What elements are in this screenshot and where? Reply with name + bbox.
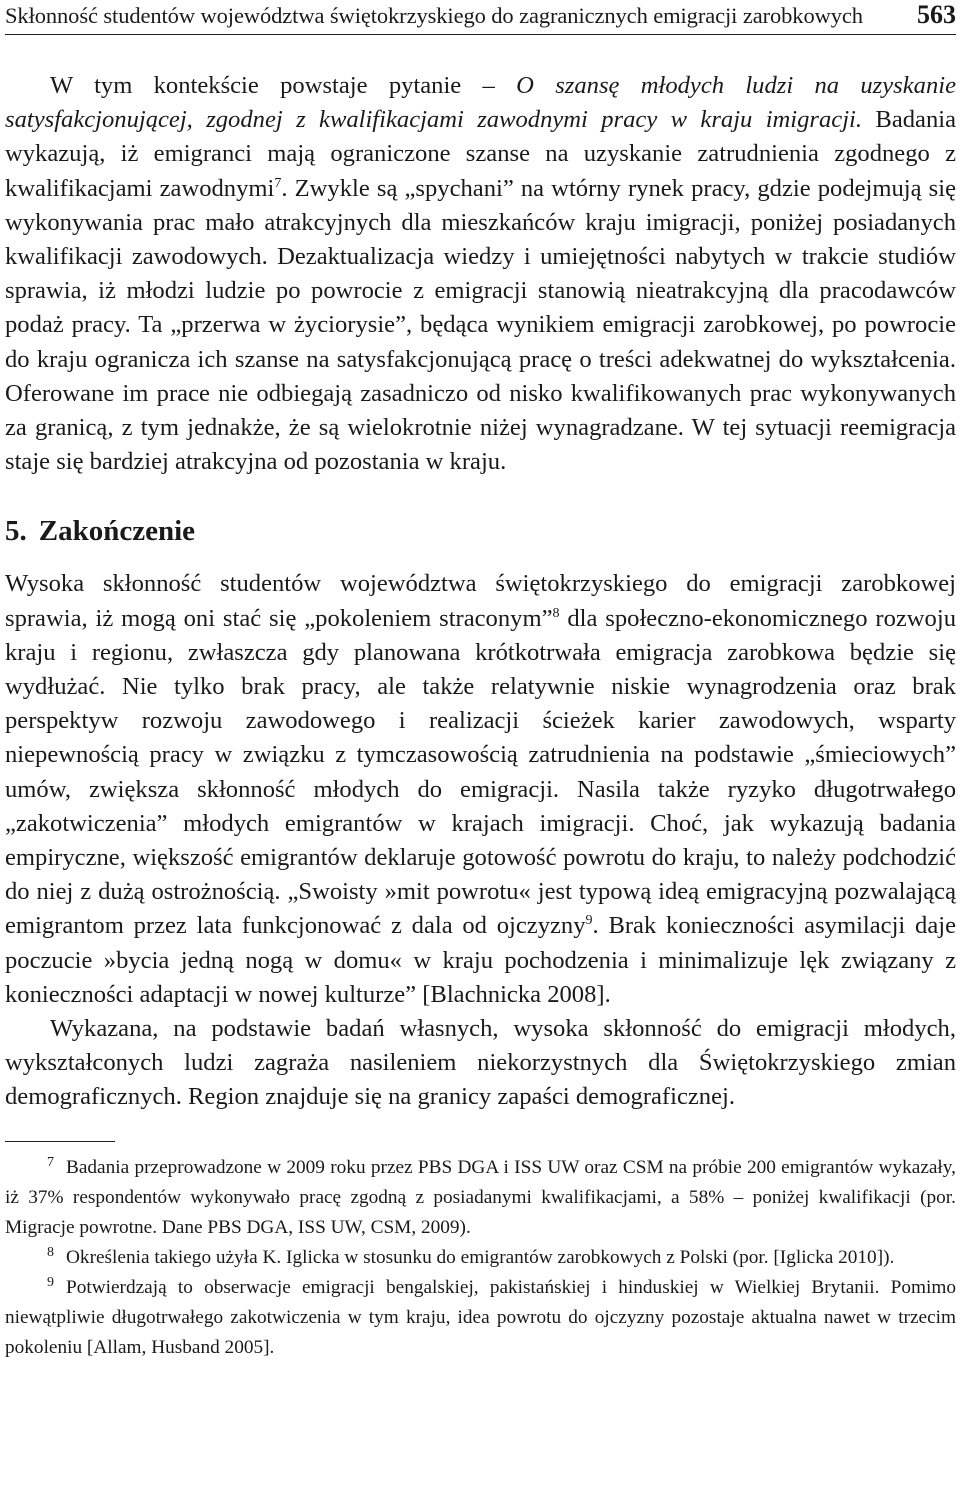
footnote-marker: 8 xyxy=(47,1244,54,1260)
footnote-text: Potwierdzają to obserwacje emigracji bengalskiej, pakistańskiej i hinduskiej w Wielkiej Brytanii. Pomimo niewątpliwie długotrwałego zakotwiczenia w tym kraju, idea powrotu do ojczyzny pozostaje aktualna nawet w trzecim pokoleniu [Allam, Husband 2005]. xyxy=(5,1276,956,1358)
footnote-8 xyxy=(5,1243,956,1273)
section-number: 5. xyxy=(5,515,27,548)
research-question: O szansę młodych ludzi na uzyskanie satysfakcjonującej, zgodnej z kwalifikacjami zawodnymi pracy w kraju imigracji. xyxy=(5,72,956,134)
paragraph-text: . Brak konieczności asymilacji daje poczucie »bycia jedną nogą w domu« w kraju pochodzenia i minimalizuje lęk związany z konieczności adaptacji w nowej kulturze” [Blachnicka 2008]. xyxy=(5,912,956,1008)
paragraph-text: Wysoka skłonność studentów województwa świętokrzyskiego do emigracji zarobkowej sprawia, iż mogą oni stać się „pokoleniem straconym” xyxy=(5,570,956,632)
footnote-reference[interactable]: 9 xyxy=(585,913,593,929)
footnote-reference[interactable]: 8 xyxy=(552,605,560,621)
body-block-1 xyxy=(5,69,956,479)
footnote-divider xyxy=(5,1141,115,1142)
running-header xyxy=(5,0,956,35)
footnote-marker: 7 xyxy=(47,1154,54,1170)
section-heading xyxy=(5,511,956,551)
section-title: Zakończenie xyxy=(38,515,196,548)
body-block-2 xyxy=(5,567,956,1114)
footnote-marker: 9 xyxy=(47,1274,54,1290)
paragraph xyxy=(5,567,956,1012)
footnote-9 xyxy=(5,1273,956,1363)
paragraph-text: . Zwykle są „spychani” na wtórny rynek pracy, gdzie podejmują się wykonywania prac mało atrakcyjnych dla mieszkańców kraju imigracji, poniżej posiadanych kwalifikacji zawodowych. Dezaktualizacja wiedzy i umiejętności nabytych w trakcie studiów sprawia, iż młodzi ludzie po powrocie z emigracji stanowią nieatrakcyjną dla pracodawców podaż pracy. Ta „przerwa w życiorysie”, będąca wynikiem emigracji zarobkowej, po powrocie do kraju ogranicza ich szanse na satysfakcjonującą pracę o treści adekwatnej do wykształcenia. Oferowane im prace nie odbiegają zasadniczo od nisko kwalifikowanych prac wykonywanych za granicą, z tym jednakże, że są wielokrotnie niżej wynagradzane. W tej sytuacji reemigracja staje się bardziej atrakcyjna od pozostania w kraju. xyxy=(5,174,956,476)
paragraph-text: W tym kontekście powstaje pytanie – xyxy=(50,72,517,99)
footnote-text: Badania przeprowadzone w 2009 roku przez PBS DGA i ISS UW oraz CSM na próbie 200 emigrantów wykazały, iż 37% respondentów wykonywało pracę zgodną z posiadanymi kwalifikacjami, a 58% – poniżej kwalifikacji (por. Migracje powrotne. Dane PBS DGA, ISS UW, CSM, 2009). xyxy=(5,1156,956,1238)
footnote-reference[interactable]: 7 xyxy=(274,175,282,191)
footnotes xyxy=(5,1153,956,1363)
paragraph-text: Badania wykazują, iż emigranci mają ograniczone szanse na uzyskanie zatrudnienia zgodnego z kwalifikacjami zawodnymi xyxy=(5,106,956,202)
paragraph xyxy=(5,69,956,479)
paragraph-text: dla społeczno-ekonomicznego rozwoju kraju i regionu, zwłaszcza gdy planowana krótkotrwała emigracja zarobkowa będzie się wydłużać. Nie tylko brak pracy, ale także relatywnie niskie wynagrodzenia oraz brak perspektyw rozwoju zawodowego i realizacji ścieżek karier zawodowych, wsparty niepewnością pracy w związku z tymczasowością zatrudnienia na podstawie „śmieciowych” umów, zwiększa skłonność młodych do emigracji. Nasila także ryzyko długotrwałego „zakotwiczenia” młodych emigrantów w krajach imigracji. Choć, jak wykazują badania empiryczne, większość emigrantów deklaruje gotowość powrotu do kraju, to należy podchodzić do niej z dużą ostrożnością. „Swoisty »mit powrotu« jest typową ideą emigracyjną pozwalającą emigrantom przez lata funkcjonować z dala od ojczyzny xyxy=(5,604,956,940)
page-number: 563 xyxy=(917,0,956,29)
footnote-text: Określenia takiego użyła K. Iglicka w stosunku do emigrantów zarobkowych z Polski (por. [Iglicka 2010]). xyxy=(66,1246,895,1268)
footnote-7 xyxy=(5,1153,956,1243)
document-page xyxy=(5,0,956,1363)
running-header-title: Skłonność studentów województwa świętokrzyskiego do zagranicznych emigracji zarobkowych xyxy=(5,3,863,28)
paragraph: Wykazana, na podstawie badań własnych, wysoka skłonność do emigracji młodych, wykształconych ludzi zagraża nasileniem niekorzystnych dla Świętokrzyskiego zmian demograficznych. Region znajduje się na granicy zapaści demograficznej. xyxy=(5,1015,956,1111)
